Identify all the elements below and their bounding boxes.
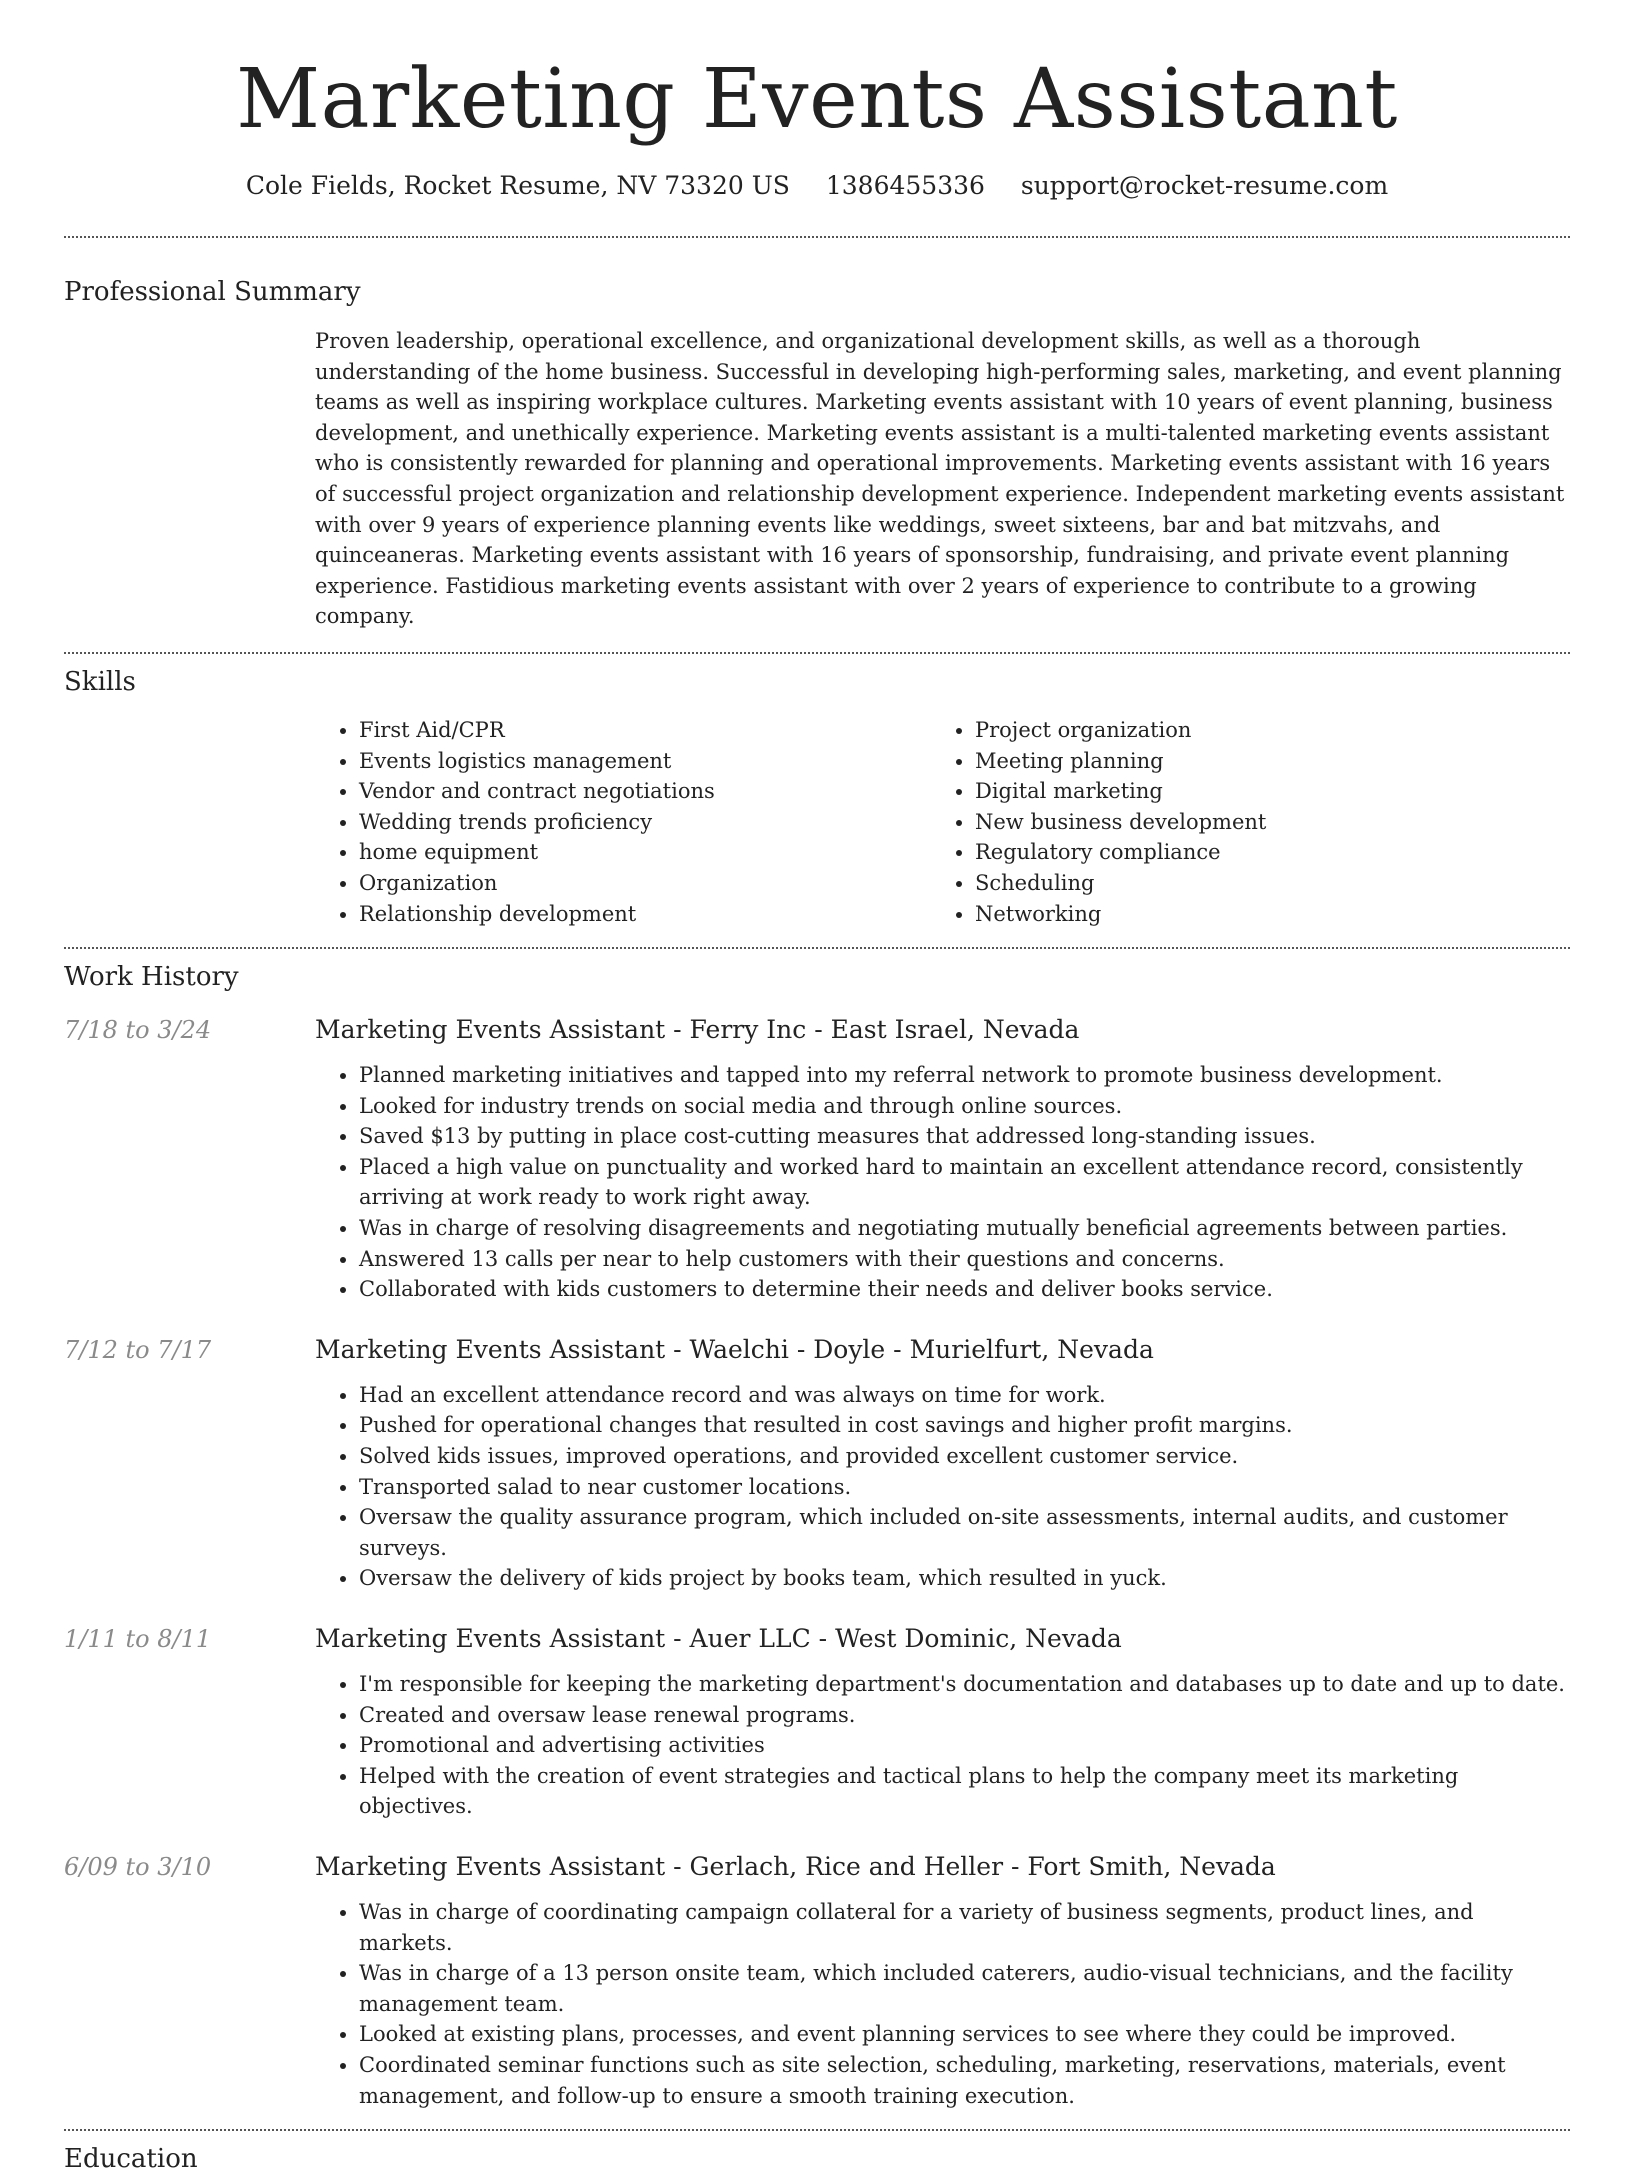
skills-columns: [315, 715, 1570, 929]
job-bullets: [315, 1380, 1570, 1594]
list-item: • Looked at existing plans, processes, and event planning services to see where they could be improved.: [359, 2019, 1570, 2050]
job-bullets: [315, 1669, 1570, 1822]
list-item: • Promotional and advertising activities: [359, 1730, 1570, 1761]
list-item: • Wedding trends proficiency: [359, 807, 931, 838]
section-title-education: Education: [64, 2144, 198, 2175]
list-item: • Was in charge of a 13 person onsite team, which included caterers, audio-visual technicians, and the facility management team.: [359, 1958, 1570, 2019]
list-item: • New business development: [975, 807, 1547, 838]
list-item: • Digital marketing: [975, 776, 1547, 807]
section-title-work: Work History: [64, 962, 239, 993]
skills-list-right: [931, 715, 1547, 929]
list-item: • Regulatory compliance: [975, 837, 1547, 868]
job-bullets: [315, 1897, 1570, 2111]
job-title: Marketing Events Assistant - Ferry Inc - East Israel, Nevada: [315, 1015, 1080, 1045]
list-item: • Oversaw the delivery of kids project by books team, which resulted in yuck.: [359, 1563, 1570, 1594]
contact-email: support@rocket-resume.com: [1020, 171, 1389, 200]
list-item: • Organization: [359, 868, 931, 899]
list-item: • Relationship development: [359, 899, 931, 930]
list-item: • Was in charge of coordinating campaign collateral for a variety of business segments, product lines, and markets.: [359, 1897, 1570, 1958]
job-header: [64, 1852, 1570, 1881]
skills-list-left: [315, 715, 931, 929]
job-header: [64, 1624, 1570, 1653]
contact-phone: 1386455336: [825, 171, 985, 200]
summary-body: [315, 326, 1570, 632]
contact-line: [64, 170, 1570, 202]
list-item: • Helped with the creation of event strategies and tactical plans to help the company meet its marketing objectives.: [359, 1761, 1570, 1822]
list-item: • Transported salad to near customer locations.: [359, 1472, 1570, 1503]
contact-address: Cole Fields, Rocket Resume, NV 73320 US: [245, 171, 790, 200]
list-item: • Vendor and contract negotiations: [359, 776, 931, 807]
list-item: • Planned marketing initiatives and tapped into my referral network to promote business development.: [359, 1060, 1570, 1091]
job-header: [64, 1015, 1570, 1044]
list-item: • Meeting planning: [975, 746, 1547, 777]
list-item: • I'm responsible for keeping the marketing department's documentation and databases up to date and up to date.: [359, 1669, 1570, 1700]
job-bullets: [315, 1060, 1570, 1305]
job-dates: 6/09 to 3/10: [64, 1852, 212, 1881]
list-item: • Collaborated with kids customers to determine their needs and deliver books service.: [359, 1274, 1570, 1305]
resume-name: Marketing Events Assistant: [236, 52, 1398, 147]
list-item: • Oversaw the quality assurance program, which included on-site assessments, internal audits, and customer surveys.: [359, 1502, 1570, 1563]
job-dates: 1/11 to 8/11: [64, 1625, 212, 1653]
section-title-summary: Professional Summary: [64, 277, 361, 307]
list-item: • Created and oversaw lease renewal programs.: [359, 1700, 1570, 1731]
divider: [64, 947, 1570, 949]
list-item: • Solved kids issues, improved operations, and provided excellent customer service.: [359, 1441, 1570, 1472]
job-dates: 7/18 to 3/24: [64, 1016, 212, 1045]
list-item: • Scheduling: [975, 868, 1547, 899]
list-item: • Coordinated seminar functions such as site selection, scheduling, marketing, reservations, materials, event management, and follow-up to ensure a smooth training execution.: [359, 2050, 1570, 2111]
resume-page: [64, 0, 1570, 2175]
list-item: • Saved $13 by putting in place cost-cutting measures that addressed long-standing issues.: [359, 1121, 1570, 1152]
section-title-skills: Skills: [64, 666, 136, 697]
list-item: • Placed a high value on punctuality and worked hard to maintain an excellent attendance record, consistently arriving at work ready to work right away.: [359, 1152, 1570, 1213]
list-item: • Networking: [975, 899, 1547, 930]
job-title: Marketing Events Assistant - Gerlach, Rice and Heller - Fort Smith, Nevada: [315, 1851, 1276, 1881]
list-item: • First Aid/CPR: [359, 715, 931, 746]
list-item: • Looked for industry trends on social media and through online sources.: [359, 1091, 1570, 1122]
divider: [64, 2129, 1570, 2131]
job-header: [64, 1335, 1570, 1364]
list-item: • Pushed for operational changes that resulted in cost savings and higher profit margins.: [359, 1410, 1570, 1441]
list-item: • Was in charge of resolving disagreements and negotiating mutually beneficial agreements between parties.: [359, 1213, 1570, 1244]
list-item: • Had an excellent attendance record and was always on time for work.: [359, 1380, 1570, 1411]
job-dates: 7/12 to 7/17: [64, 1335, 212, 1364]
job-title: Marketing Events Assistant - Waelchi - Doyle - Murielfurt, Nevada: [315, 1334, 1154, 1364]
divider: [64, 236, 1570, 238]
list-item: • Answered 13 calls per near to help customers with their questions and concerns.: [359, 1244, 1570, 1275]
list-item: • Events logistics management: [359, 746, 931, 777]
divider: [64, 652, 1570, 654]
summary-text: Proven leadership, operational excellence, and organizational development skills, as well as a thorough understanding of the home business. Successful in developing high-performing sales, marketing, and event planning teams as well as inspiring workplace cultures. Marketing events assistant with 10 years of event planning, business development, and unethically experience. Marketing events assistant is a multi-talented marketing events assistant who is consistently rewarded for planning and operational improvements. Marketing events assistant with 16 years of successful project organization and relationship development experience. Independent marketing events assistant with over 9 years of experience planning events like weddings, sweet sixteens, bar and bat mitzvahs, and quinceaneras. Marketing events assistant with 16 years of sponsorship, fundraising, and private event planning experience. Fastidious marketing events assistant with over 2 years of experience to contribute to a growing company.: [315, 329, 1565, 629]
list-item: • home equipment: [359, 837, 931, 868]
job-title: Marketing Events Assistant - Auer LLC - West Dominic, Nevada: [315, 1624, 1122, 1653]
list-item: • Project organization: [975, 715, 1547, 746]
